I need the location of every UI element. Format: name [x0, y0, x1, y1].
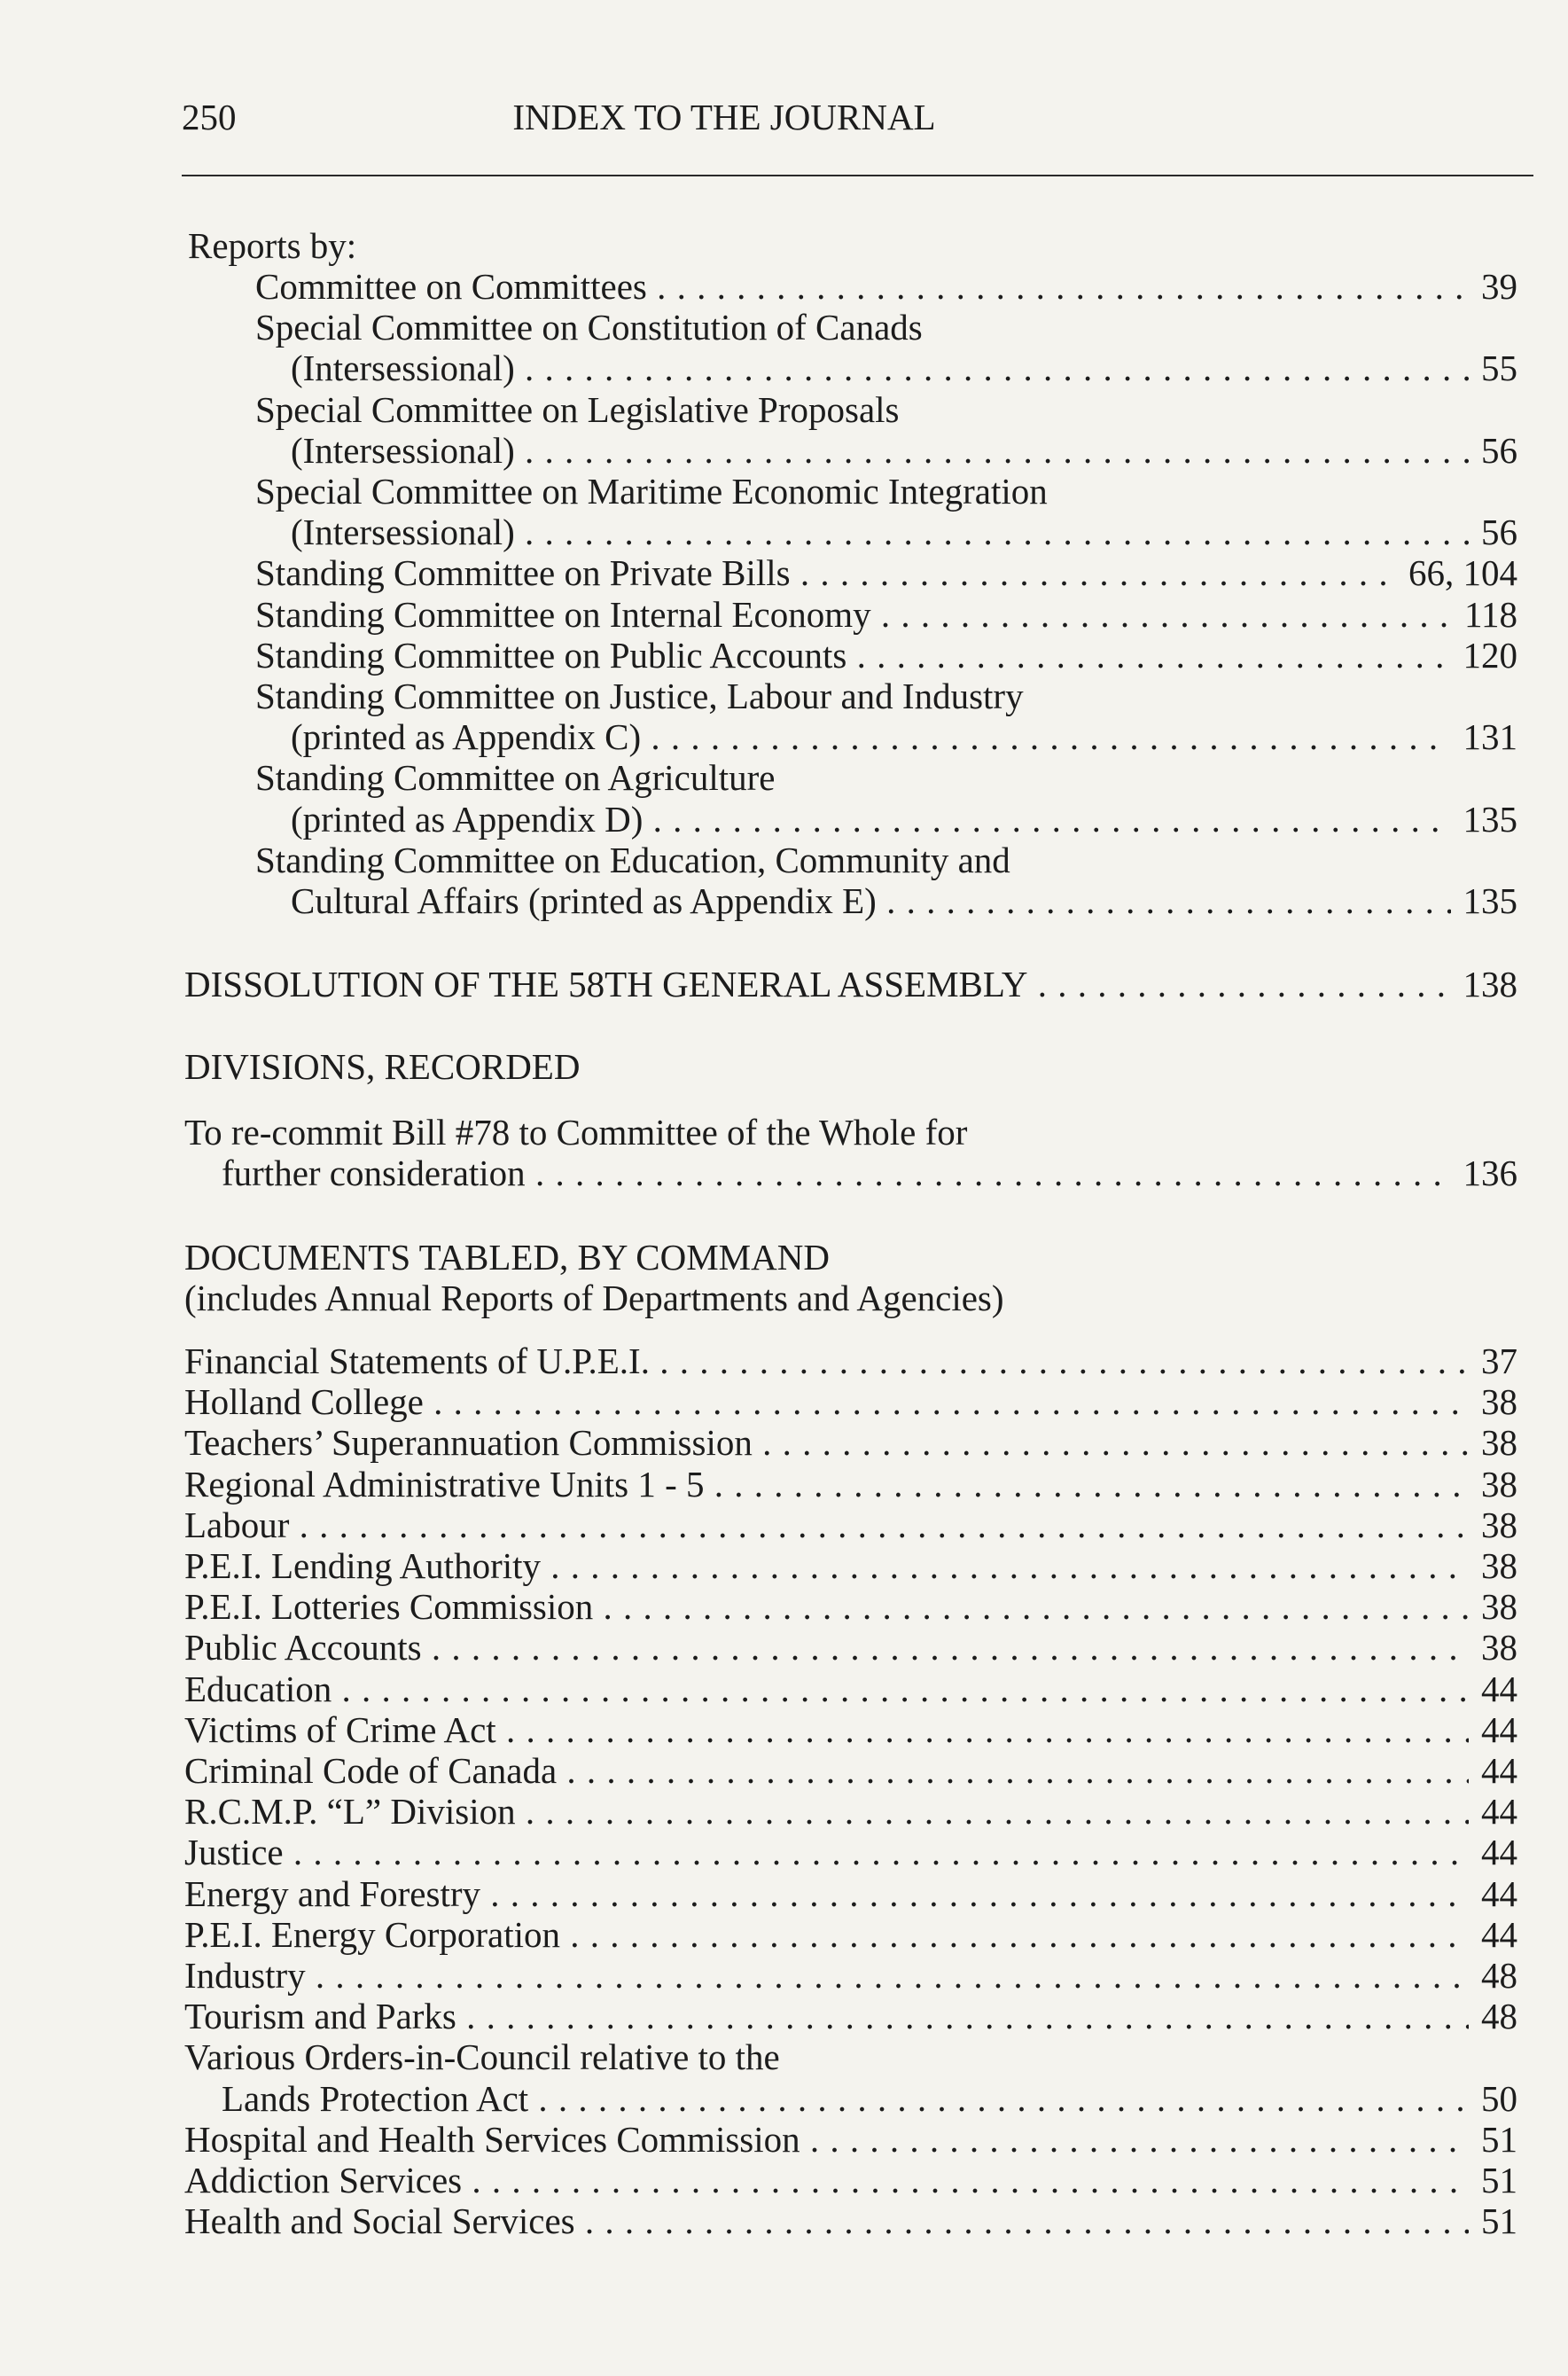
page-reference: 38 [1469, 1381, 1517, 1422]
index-line [184, 1873, 1517, 1914]
entry-text: Special Committee on Maritime Economic Integration [255, 471, 1048, 512]
entry-text: Victims of Crime Act . . . [184, 1709, 1517, 1750]
index-line [255, 552, 1517, 593]
entry-text: Committee on Committees . . . [255, 266, 1517, 307]
index-line [184, 1627, 1517, 1668]
index-line [184, 1586, 1517, 1627]
entry-text: Special Committee on Legislative Proposals [255, 388, 900, 430]
page-reference: 136 [1451, 1153, 1518, 1193]
entry-text: To re-commit Bill #78 to Committee of the Whole for [184, 1112, 968, 1153]
running-head [182, 96, 1479, 149]
entry-text: Various Orders-in-Council relative to the [184, 2036, 780, 2078]
index-line [291, 348, 1517, 388]
index-line [255, 307, 1517, 348]
index-line [184, 1750, 1517, 1791]
index-line [184, 964, 1517, 1004]
entry-text: Lands Protection Act . . . [222, 2078, 1517, 2119]
entry-text: P.E.I. Lending Authority . . . [184, 1545, 1517, 1586]
page-reference: 38 [1469, 1422, 1517, 1463]
page-reference: 138 [1451, 964, 1518, 1004]
entry-text: P.E.I. Energy Corporation . . . [184, 1914, 1517, 1955]
index-line [184, 1832, 1517, 1872]
entry-text: Standing Committee on Education, Community and [255, 839, 1010, 880]
index-line [222, 1153, 1517, 1193]
entry-text: Regional Administrative Units 1 - 5 . . . [184, 1464, 1517, 1505]
index-line [184, 1464, 1517, 1505]
divisions-heading: DIVISIONS, RECORDED [184, 1046, 581, 1087]
entry-text: Financial Statements of U.P.E.I. . . . [184, 1340, 1517, 1381]
index-line [255, 594, 1517, 635]
entry-text: Labour . . . [184, 1505, 1517, 1545]
page-reference: 51 [1469, 2160, 1517, 2200]
page-reference: 48 [1469, 1955, 1517, 1996]
entry-text: Standing Committee on Public Accounts . . . [255, 635, 1517, 676]
index-line [184, 2200, 1517, 2241]
index-line [184, 2036, 1517, 2077]
page-reference: 66, 104 [1396, 552, 1517, 593]
index-line [222, 2078, 1517, 2119]
page-reference: 38 [1469, 1627, 1517, 1668]
entry-text: Addiction Services . . . [184, 2160, 1517, 2200]
entry-text: (printed as Appendix D) . . . [291, 799, 1517, 840]
documents-heading: DOCUMENTS TABLED, BY COMMAND [184, 1237, 830, 1278]
index-line [184, 1914, 1517, 1955]
index-line [291, 799, 1517, 840]
entry-text: Health and Social Services . . . [184, 2200, 1517, 2241]
entry-text: Energy and Forestry . . . [184, 1873, 1517, 1914]
index-line [184, 1669, 1517, 1709]
index-line [291, 716, 1517, 757]
entry-text: further consideration . . . [222, 1153, 1517, 1193]
index-line [291, 430, 1517, 471]
page-reference: 44 [1469, 1873, 1517, 1914]
page-reference: 44 [1469, 1791, 1517, 1832]
entry-text: Cultural Affairs (printed as Appendix E) . . . [291, 880, 1517, 921]
page-reference: 120 [1451, 635, 1518, 676]
page-reference: 135 [1451, 880, 1518, 921]
page-reference: 131 [1451, 716, 1518, 757]
index-line [184, 1112, 1517, 1153]
index-line [184, 1381, 1517, 1422]
entry-text: Special Committee on Constitution of Canads [255, 307, 923, 348]
page-reference: 38 [1469, 1545, 1517, 1586]
index-line [255, 757, 1517, 798]
entry-text: Holland College . . . [184, 1381, 1517, 1422]
entry-text: Standing Committee on Justice, Labour and Industry [255, 676, 1024, 716]
page-reference: 37 [1469, 1340, 1517, 1381]
page-reference: 39 [1469, 266, 1517, 307]
entry-text: DISSOLUTION OF THE 58TH GENERAL ASSEMBLY . . . [184, 964, 1517, 1004]
index-line [291, 880, 1517, 921]
page-reference: 56 [1469, 430, 1517, 471]
index-line [184, 1709, 1517, 1750]
index-line [184, 2119, 1517, 2160]
page-reference: 44 [1469, 1709, 1517, 1750]
page-reference: 38 [1469, 1586, 1517, 1627]
page-reference: 48 [1469, 1996, 1517, 2036]
entry-text: Criminal Code of Canada . . . [184, 1750, 1517, 1791]
index-line [255, 389, 1517, 430]
page-reference: 51 [1469, 2119, 1517, 2160]
page-reference: 38 [1469, 1464, 1517, 1505]
page-title: INDEX TO THE JOURNAL [512, 97, 936, 137]
entry-text: Education . . . [184, 1669, 1517, 1709]
index-line [184, 1340, 1517, 1381]
header-rule [182, 175, 1533, 176]
entry-text: Standing Committee on Private Bills . . . [255, 552, 1517, 593]
entry-text: Standing Committee on Internal Economy . . . [255, 594, 1517, 635]
entry-text: Standing Committee on Agriculture [255, 757, 776, 799]
page-reference: 50 [1469, 2078, 1517, 2119]
page-reference: 44 [1469, 1750, 1517, 1791]
page-reference: 44 [1469, 1669, 1517, 1709]
entry-text: (Intersessional) . . . [291, 430, 1517, 471]
entry-text: R.C.M.P. “L” Division . . . [184, 1791, 1517, 1832]
page-reference: 38 [1469, 1505, 1517, 1545]
index-line [184, 1791, 1517, 1832]
entry-text: Hospital and Health Services Commission . . . [184, 2119, 1517, 2160]
index-line [184, 1505, 1517, 1545]
entry-text: (printed as Appendix C) . . . [291, 716, 1517, 757]
index-line [184, 2160, 1517, 2200]
entry-text: Public Accounts . . . [184, 1627, 1517, 1668]
entry-text: P.E.I. Lotteries Commission . . . [184, 1586, 1517, 1627]
index-line [184, 1996, 1517, 2036]
index-line [184, 1955, 1517, 1996]
index-line [291, 512, 1517, 552]
page-reference: 44 [1469, 1832, 1517, 1872]
entry-text: Justice . . . [184, 1832, 1517, 1872]
entry-text: (Intersessional) . . . [291, 348, 1517, 388]
index-line [255, 676, 1517, 716]
documents-subheading: (includes Annual Reports of Departments and Agencies) [184, 1278, 1004, 1318]
page-reference: 51 [1469, 2200, 1517, 2241]
entry-text: Teachers’ Superannuation Commission . . . [184, 1422, 1517, 1463]
page-reference: 56 [1469, 512, 1517, 552]
index-line [255, 635, 1517, 676]
index-line [255, 840, 1517, 880]
index-line [184, 1422, 1517, 1463]
index-line [255, 471, 1517, 512]
index-line [255, 266, 1517, 307]
page-reference: 135 [1451, 799, 1518, 840]
index-line [184, 1545, 1517, 1586]
entry-text: (Intersessional) . . . [291, 512, 1517, 552]
page-reference: 118 [1452, 594, 1517, 635]
entry-text: Industry . . . [184, 1955, 1517, 1996]
reports-heading: Reports by: [188, 225, 357, 266]
entry-text: Tourism and Parks . . . [184, 1996, 1517, 2036]
page-reference: 44 [1469, 1914, 1517, 1955]
page-number: 250 [182, 97, 237, 137]
page-reference: 55 [1469, 348, 1517, 388]
